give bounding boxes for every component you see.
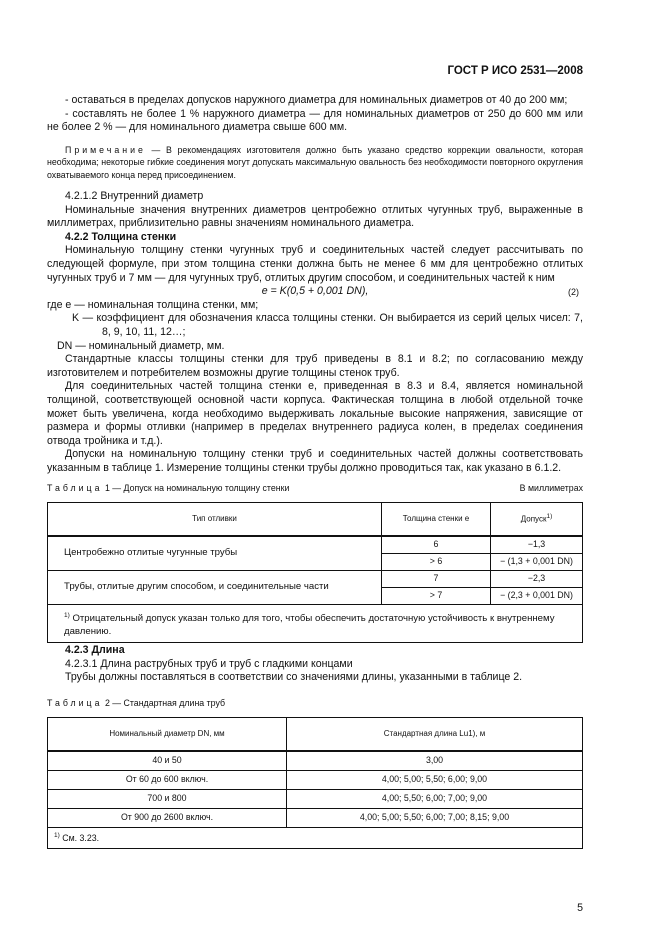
table-caption [47,697,583,711]
column-header: Стандартная длина Lu1), м [287,717,583,751]
subsection-heading: 4.2.1.2 Внутренний диаметр [65,190,204,202]
definition: DN — номинальный диаметр, мм. [57,339,225,352]
note-text: — В рекомендациях изготовителя должно быть указано средство коррекции овальности, которая необходима; некоторые гибкие соединения могут допускать максимальную овальность без необходимости повторного округления охватываемого конца перед присоединением. [47,144,583,180]
table-caption [47,482,583,496]
paragraph: Номинальную толщину стенки чугунных труб и соединительных частей следует рассчитывать по следующей формуле, при этом толщина стенки должна быть не менее 6 мм для центробежно отлитых чугунных труб и 7 мм — для чугунных труб, отлитых другим способом, и соединительных частей к ним [47,244,583,284]
table-row [48,789,583,808]
note-label: Примечание [65,144,146,155]
formula-number: (2) [568,287,579,298]
table-footnote [48,604,583,642]
cell: 4,00; 5,00; 5,50; 6,00; 9,00 [287,770,583,789]
table-row [48,751,583,771]
table-2 [47,717,583,849]
paragraph: - оставаться в пределах допусков наружного диаметра для номинальных диаметров от 40 до 200 мм; [65,94,568,106]
cell: Центробежно отлитые чугунные трубы [48,536,382,571]
table-row [48,770,583,789]
caption-text: 1 — Допуск на номинальную толщину стенки [102,483,290,493]
paragraph: Допуски на номинальную толщину стенки труб и соединительных частей должны соответствовать указанным в таблице 1. Измерение толщины стенки трубы должно проводиться так, как указано в 6.1.2. [47,448,583,474]
table-footnote [48,827,583,848]
cell: −1,3 [491,536,583,554]
formula-text: e = K(0,5 + 0,001 DN), [261,285,369,298]
footnote-mark: 1) [64,611,70,619]
cell: 40 и 50 [48,751,287,771]
definition: K — коэффициент для обозначения класса толщины стенки. Он выбирается из серий целых чисел: 7, 8, 9, 10, 11, 12…; [72,312,583,338]
cell: 4,00; 5,50; 6,00; 7,00; 9,00 [287,789,583,808]
column-header: Толщина стенки e [382,502,491,536]
paragraph: Стандартные классы толщины стенки для труб приведены в 8.1 и 8.2; по согласованию между изготовителем и потребителем возможны другие толщины стенок труб. [47,353,583,379]
definition: где e — номинальная толщина стенки, мм; [47,298,259,311]
paragraph: - составлять не более 1 % наружного диаметра — для номинальных диаметров от 250 до 600 мм или не более 2 % — для номинального диаметра свыше 600 мм. [47,107,583,134]
cell: 6 [382,536,491,554]
cell: > 7 [382,587,491,604]
footnote-text: См. 3.23. [59,833,100,844]
cell: 4,00; 5,00; 5,50; 6,00; 7,00; 8,15; 9,00 [287,808,583,827]
cell: 700 и 800 [48,789,287,808]
header-text: Допуск [520,515,547,525]
caption-label: Таблица [47,483,103,493]
footnote-ref: 1) [546,513,553,521]
caption-text: 2 — Стандартная длина труб [102,698,225,708]
section-heading: 4.2.2 Толщина стенки [65,230,177,243]
table-units: В миллиметрах [519,483,583,493]
document-header: ГОСТ Р ИСО 2531—2008 [447,65,583,77]
caption-label: Таблица [47,698,103,708]
cell: − (2,3 + 0,001 DN) [491,587,583,604]
footnote-mark: 1) [54,832,60,840]
text-block-2 [47,644,583,685]
cell: 3,00 [287,751,583,771]
table-1-block [47,482,583,643]
table-row [48,808,583,827]
cell: −2,3 [491,570,583,587]
column-header [491,502,583,536]
cell: − (1,3 + 0,001 DN) [491,553,583,570]
subsection-heading: 4.2.3.1 Длина раструбных труб и труб с гладкими концами [65,657,353,670]
table-1 [47,502,583,643]
text-block-1 [47,94,583,475]
cell: 7 [382,570,491,587]
footnote-text: Отрицательный допуск указан только для того, чтобы обеспечить достаточную устойчивость к внутреннему давлению. [64,612,555,637]
formula [47,285,583,299]
cell: От 60 до 600 включ. [48,770,287,789]
page-number: 5 [577,902,583,914]
column-header: Номинальный диаметр DN, мм [48,717,287,751]
paragraph: Номинальные значения внутренних диаметров центробежно отлитых чугунных труб, выраженные в миллиметрах, приблизительно равны значениям номинального диаметра. [47,203,583,230]
paragraph: Для соединительных частей толщина стенки e, приведенная в 8.3 и 8.4, является номинальной толщиной, соответствующей основной части корпуса. Фактическая толщина в любой отдельной точке может быть увеличена, когда необходимо выдерживать локальные высокие напряжения, зависящие от размера и формы отливки (например в пределах внутреннего радиуса колен, в пределах соединения отвода тройника и т.д.). [47,380,583,447]
section-heading: 4.2.3 Длина [65,644,125,656]
table-2-block [47,697,583,849]
table-row [48,536,583,554]
cell: > 6 [382,553,491,570]
note [47,144,583,181]
column-header: Тип отливки [48,502,382,536]
paragraph: Трубы должны поставляться в соответствии со значениями длины, указанными в таблице 2. [65,671,523,684]
cell: От 900 до 2600 включ. [48,808,287,827]
table-row [48,570,583,587]
cell: Трубы, отлитые другим способом, и соединительные части [48,570,382,604]
